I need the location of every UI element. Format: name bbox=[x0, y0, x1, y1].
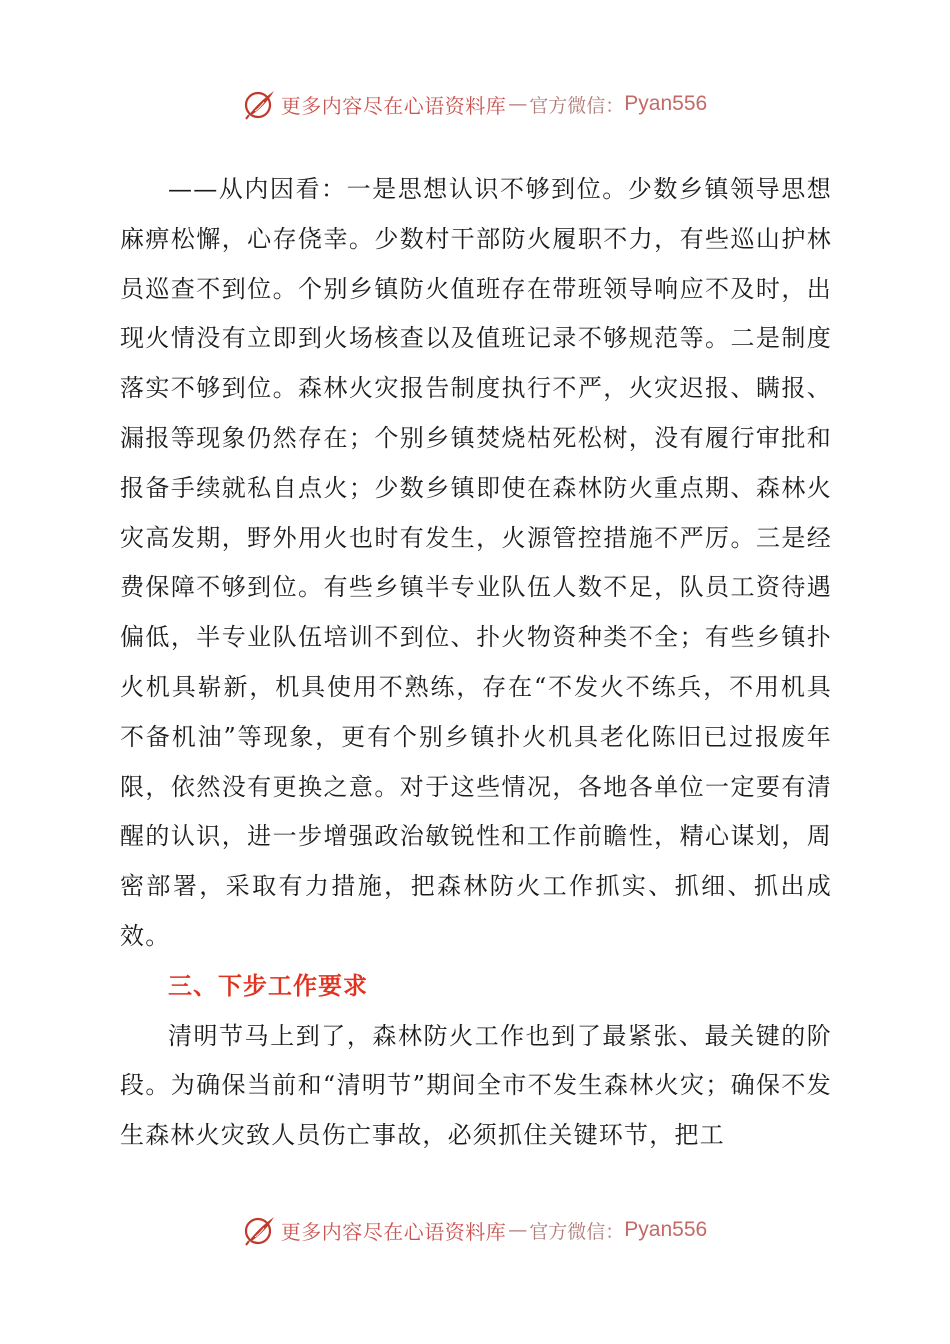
footer-banner bbox=[0, 1210, 950, 1250]
library-brand-name: 更多内容尽在心语资料库 bbox=[280, 93, 507, 118]
quill-pen-logo-icon bbox=[243, 1213, 277, 1247]
document-body bbox=[120, 165, 832, 1161]
wechat-label: 官方微信： bbox=[529, 94, 625, 117]
paragraph-internal-causes: ——从内因看：一是思想认识不够到位。少数乡镇领导思想麻痹松懈，心存侥幸。少数村干部防火履职不力，有些巡山护林员巡查不到位。个别乡镇防火值班存在带班领导响应不及时，出现火情没有立即到火场核查以及值班记录不够规范等。二是制度落实不够到位。森林火灾报告制度执行不严，火灾迟报、瞒报、漏报等现象仍然存在；个别乡镇焚烧枯死松树，没有履行审批和报备手续就私自点火；少数乡镇即使在森林防火重点期、森林火灾高发期，野外用火也时有发生，火源管控措施不严厉。三是经费保障不够到位。有些乡镇半专业队伍人数不足，队员工资待遇偏低，半专业队伍培训不到位、扑火物资种类不全；有些乡镇扑火机具崭新，机具使用不熟练，存在“不发火不练兵，不用机具不备机油”等现象，更有个别乡镇扑火机具老化陈旧已过报废年限，依然没有更换之意。对于这些情况，各地各单位一定要有清醒的认识，进一步增强政治敏锐性和工作前瞻性，精心谋划，周密部署，采取有力措施，把森林防火工作抓实、抓细、抓出成效。 bbox=[120, 175, 832, 950]
header-banner bbox=[0, 84, 950, 124]
wechat-id: Pyan556 bbox=[624, 1218, 708, 1241]
library-brand-name: 更多内容尽在心语资料库 bbox=[280, 1219, 507, 1244]
quill-pen-logo-icon bbox=[243, 87, 277, 121]
banner-dash: — bbox=[508, 1219, 528, 1241]
wechat-id: Pyan556 bbox=[624, 92, 708, 115]
wechat-label: 官方微信： bbox=[529, 1220, 625, 1243]
banner-dash: — bbox=[508, 93, 528, 115]
section-heading-next-steps: 三、下步工作要求 bbox=[168, 971, 368, 1000]
paragraph-qingming: 清明节马上到了，森林防火工作也到了最紧张、最关键的阶段。为确保当前和“清明节”期间全市不发生森林火灾；确保不发生森林火灾致人员伤亡事故，必须抓住关键环节，把工 bbox=[120, 1021, 832, 1150]
